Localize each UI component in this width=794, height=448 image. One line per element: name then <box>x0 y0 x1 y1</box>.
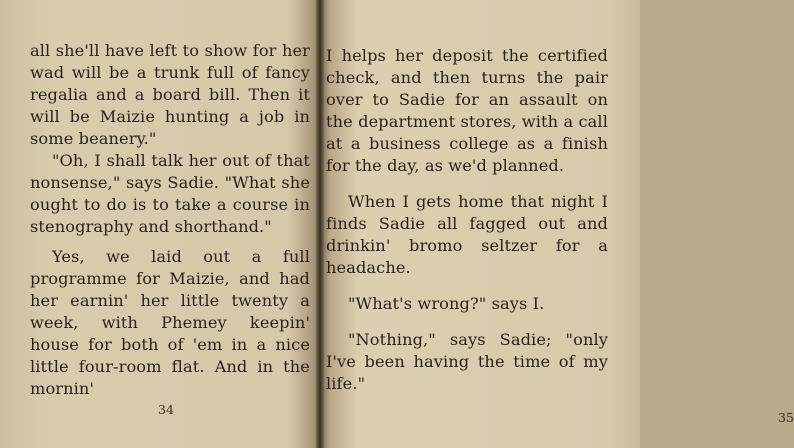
left-paragraph-2: "Oh, I shall talk her out of that nonsense," says Sadie. "What she ought to do is to take a course in stenography and shorthand." <box>30 151 310 236</box>
page-number-left: 34 <box>158 402 174 417</box>
right-paragraph-2: When I gets home that night I finds Sadie all fagged out and drinkin' bromo seltzer for a headache. <box>326 192 608 277</box>
left-paragraph-3: Yes, we laid out a full programme for Maizie, and had her earnin' her little twenty a week, with Phemey keepin' house for both of 'em in a nice little four-room flat. And in the mornin' <box>30 247 310 398</box>
right-paragraph-1: I helps her deposit the certified check, and then turns the pair over to Sadie for an assault on the department stores, with a call at a business college as a finish for the day, as we'd planned. <box>326 46 608 175</box>
right-page <box>322 0 794 448</box>
left-paragraph-1: all she'll have left to show for her wad will be a trunk full of fancy regalia and a board bill. Then it will be Maizie hunting a job in some beanery." <box>30 41 310 148</box>
right-paragraph-3: "What's wrong?" says I. <box>348 294 545 313</box>
page-number-right: 35 <box>778 410 794 425</box>
right-paragraph-4: "Nothing," says Sadie; "only I've been having the time of my life." <box>326 330 608 393</box>
left-page <box>0 0 318 448</box>
